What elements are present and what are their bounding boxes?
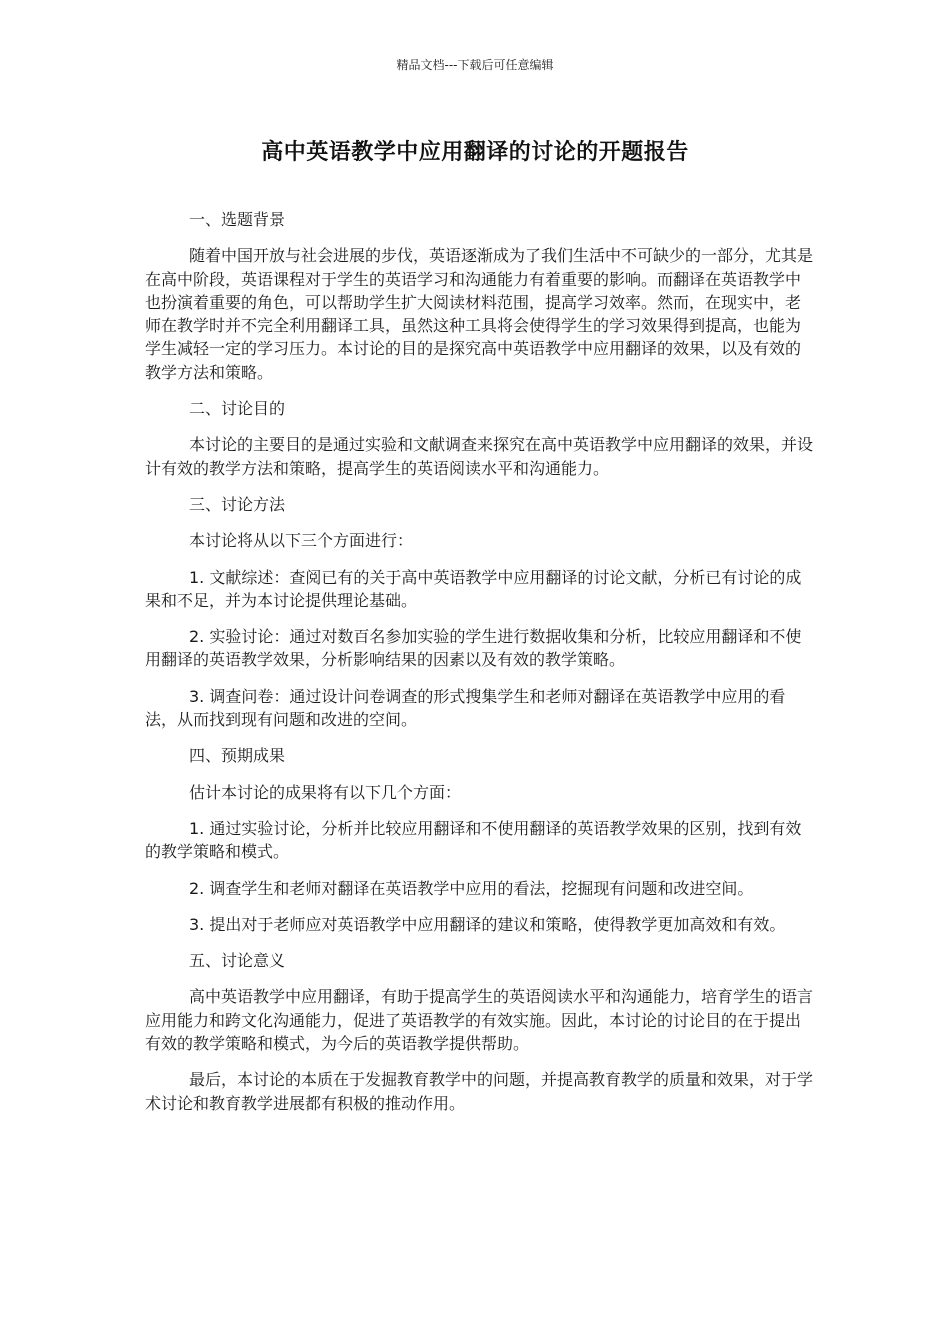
page-header: 精品文档---下载后可任意编辑 bbox=[396, 58, 554, 72]
paragraph-purpose: 本讨论的主要目的是通过实验和文献调查来探究在高中英语教学中应用翻译的效果，并设计有效的教学方法和策略，提高学生的英语阅读水平和沟通能力。 bbox=[145, 435, 814, 478]
section-heading-purpose: 二、讨论目的 bbox=[189, 399, 286, 419]
list-item-outcome-1: 1. 通过实验讨论，分析并比较应用翻译和不使用翻译的英语教学效果的区别，找到有效的教学策略和模式。 bbox=[145, 818, 802, 862]
paragraph-significance: 高中英语教学中应用翻译，有助于提高学生的英语阅读水平和沟通能力，培育学生的语言应用能力和跨文化沟通能力，促进了英语教学的有效实施。因此，本讨论的讨论目的在于提出有效的教学策略和模式，为今后的英语教学提供帮助。 bbox=[145, 987, 814, 1054]
section-heading-significance: 五、讨论意义 bbox=[189, 951, 286, 971]
paragraph-conclusion: 最后，本讨论的本质在于发掘教育教学中的问题，并提高教育教学的质量和效果，对于学术讨论和教育教学进展都有积极的推动作用。 bbox=[145, 1070, 814, 1113]
section-heading-method: 三、讨论方法 bbox=[189, 494, 286, 514]
list-item-method-3: 3. 调查问卷：通过设计问卷调查的形式搜集学生和老师对翻译在英语教学中应用的看法，从而找到现有问题和改进的空间。 bbox=[145, 686, 786, 730]
list-item-outcome-2: 2. 调查学生和老师对翻译在英语教学中应用的看法，挖掘现有问题和改进空间。 bbox=[189, 878, 754, 898]
section-heading-outcomes: 四、预期成果 bbox=[189, 746, 286, 766]
paragraph-method-intro: 本讨论将从以下三个方面进行： bbox=[189, 531, 414, 551]
section-heading-background: 一、选题背景 bbox=[189, 210, 286, 229]
paragraph-background: 随着中国开放与社会进展的步伐，英语逐渐成为了我们生活中不可缺少的一部分，尤其是在高中阶段，英语课程对于学生的英语学习和沟通能力有着重要的影响。而翻译在英语教学中也扮演着重要的角色，可以帮助学生扩大阅读材料范围，提高学习效率。然而，在现实中，老师在教学时并不完全利用翻译工具，虽然这种工具将会使得学生的学习效果得到提高，也能为学生减轻一定的学习压力。本讨论的目的是探究高中英语教学中应用翻译的效果，以及有效的教学方法和策略。 bbox=[145, 246, 814, 382]
list-item-method-1: 1. 文献综述：查阅已有的关于高中英语教学中应用翻译的讨论文献，分析已有讨论的成果和不足，并为本讨论提供理论基础。 bbox=[145, 567, 802, 610]
document-body bbox=[145, 208, 813, 1128]
list-item-outcome-3: 3. 提出对于老师应对英语教学中应用翻译的建议和策略，使得教学更加高效和有效。 bbox=[189, 914, 786, 934]
document-title: 高中英语教学中应用翻译的讨论的开题报告 bbox=[261, 140, 689, 165]
list-item-method-2: 2. 实验讨论：通过对数百名参加实验的学生进行数据收集和分析，比较应用翻译和不使用翻译的英语教学效果，分析影响结果的因素以及有效的教学策略。 bbox=[145, 627, 802, 670]
paragraph-outcomes-intro: 估计本讨论的成果将有以下几个方面： bbox=[189, 782, 462, 802]
